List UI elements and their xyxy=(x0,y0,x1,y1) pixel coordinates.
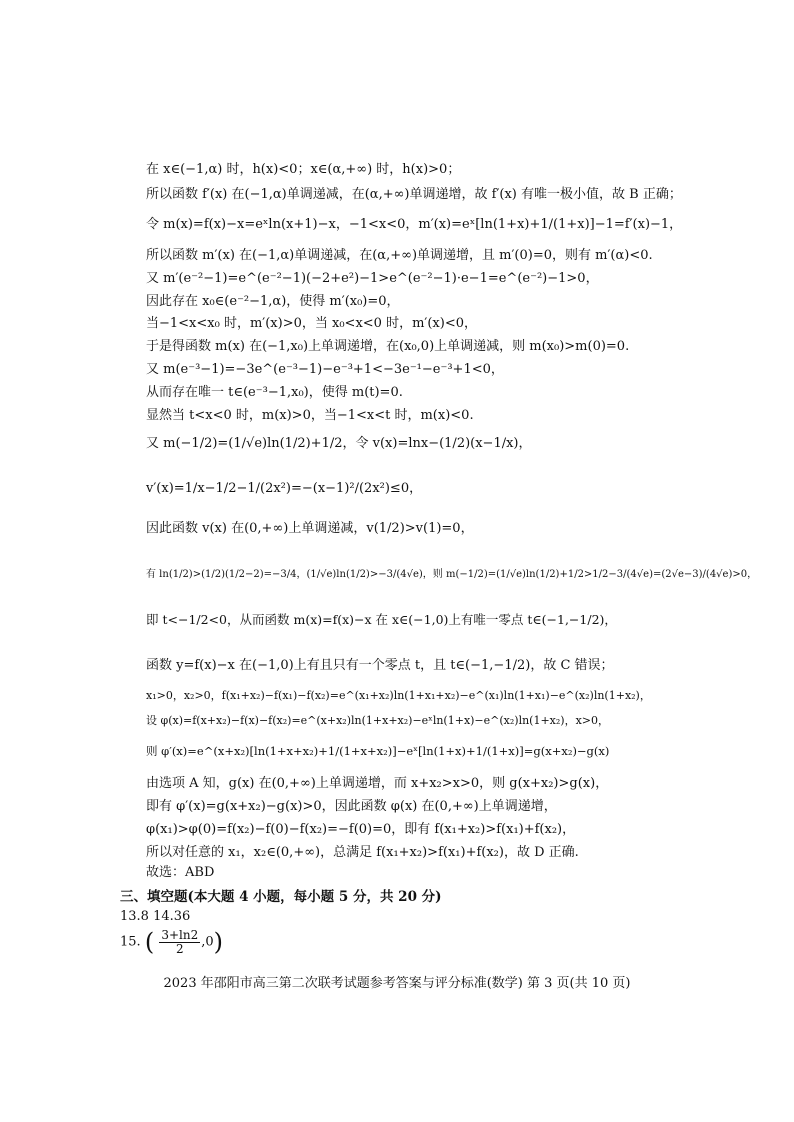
solution-line: 当−1<x<x₀ 时，m′(x)>0，当 x₀<x<0 时，m′(x)<0， xyxy=(146,316,477,331)
solution-line: v′(x)=1/x−1/2−1/(2x²)=−(x−1)²/(2x²)≤0， xyxy=(146,481,423,496)
answer-15: 15. ( $\frac{3+\ln 2}{2}$ ,0) xyxy=(120,927,224,956)
answer-15-tail: ,0 xyxy=(201,934,214,950)
solution-line: 因此函数 v(x) 在(0,+∞)上单调递减，v(1/2)>v(1)=0， xyxy=(146,521,474,536)
solution-line: 又 m(e⁻³−1)=−3e^(e⁻³−1)−e⁻³+1<−3e⁻¹−e⁻³+1<0， xyxy=(146,362,504,377)
solution-line: 则 φ′(x)=e^(x+x₂)[ln(1+x+x₂)+1/(1+x+x₂)]−eˣ[ln(1+x)+1/(1+x)]=g(x+x₂)−g(x) xyxy=(146,744,610,758)
fraction-denominator: 2 xyxy=(175,941,184,956)
solution-line: 即 t<−1/2<0，从而函数 m(x)=f(x)−x 在 x∈(−1,0)上有唯一零点 t∈(−1,−1/2)， xyxy=(146,612,617,627)
solution-line: 故选：ABD xyxy=(146,865,215,880)
answer-15-label: 15. xyxy=(120,934,141,950)
solution-line: 又 m′(e⁻²−1)=e^(e⁻²−1)(−2+e²)−1>e^(e⁻²−1)·e−1=e^(e⁻²)−1>0， xyxy=(146,271,599,286)
solution-line: 函数 y=f(x)−x 在(−1,0)上有且只有一个零点 t，且 t∈(−1,−1/2)，故 C 错误； xyxy=(146,658,614,673)
solution-line: 因此存在 x₀∈(e⁻²−1,α)，使得 m′(x₀)=0， xyxy=(146,294,400,309)
solution-line: 所以对任意的 x₁，x₂∈(0,+∞)，总满足 f(x₁+x₂)>f(x₁)+f(x₂)，故 D 正确. xyxy=(146,845,579,860)
solution-line: 于是得函数 m(x) 在(−1,x₀)上单调递增，在(x₀,0)上单调递减，则 m(x₀)>m(0)=0. xyxy=(146,339,630,354)
solution-line: 在 x∈(−1,α) 时，h(x)<0；x∈(α,+∞) 时，h(x)>0； xyxy=(146,162,461,177)
solution-line: 由选项 A 知，g(x) 在(0,+∞)上单调递增，而 x+x₂>x>0，则 g(x+x₂)>g(x)， xyxy=(146,776,609,791)
solution-line: 从而存在唯一 t∈(e⁻³−1,x₀)，使得 m(t)=0. xyxy=(146,385,403,400)
solution-line: φ(x₁)>φ(0)=f(x₂)−f(0)−f(x₂)=−f(0)=0，即有 f(x₁+x₂)>f(x₁)+f(x₂)， xyxy=(146,822,576,837)
solution-line: 所以函数 m′(x) 在(−1,α)单调递减，在(α,+∞)单调递增，且 m′(0)=0，则有 m′(α)<0. xyxy=(146,248,653,263)
solution-line: 设 φ(x)=f(x+x₂)−f(x)−f(x₂)=e^(x+x₂)ln(1+x+x₂)−eˣln(1+x)−e^(x₂)ln(1+x₂)，x>0， xyxy=(146,714,610,727)
answer-15-fraction xyxy=(159,929,200,955)
solution-line: x₁>0，x₂>0，f(x₁+x₂)−f(x₁)−f(x₂)=e^(x₁+x₂)ln(1+x₁+x₂)−e^(x₁)ln(1+x₁)−e^(x₂)ln(1+x₂)， xyxy=(146,689,651,702)
solution-line: 又 m(−1/2)=(1/√e)ln(1/2)+1/2，令 v(x)=lnx−(1/2)(x−1/x)， xyxy=(146,436,532,451)
solution-line: 所以函数 f′(x) 在(−1,α)单调递减，在(α,+∞)单调递增，故 f′(x) 有唯一极小值，故 B 正确； xyxy=(146,187,682,202)
solution-line: 即有 φ′(x)=g(x+x₂)−g(x)>0，因此函数 φ(x) 在(0,+∞)上单调递增， xyxy=(146,799,557,814)
fraction-numerator: 3+ln2 xyxy=(161,927,199,942)
solution-line: 令 m(x)=f(x)−x=eˣln(x+1)−x，−1<x<0，m′(x)=eˣ[ln(1+x)+1/(1+x)]−1=f′(x)−1， xyxy=(146,217,683,232)
answers-13-14: 13.8 14.36 xyxy=(120,909,191,924)
page-footer: 2023 年邵阳市高三第二次联考试题参考答案与评分标准(数学) 第 3 页(共 10 页) xyxy=(163,976,631,991)
solution-line: 显然当 t<x<0 时，m(x)>0，当−1<x<t 时，m(x)<0. xyxy=(146,408,474,423)
solution-line: 有 ln(1/2)>(1/2)(1/2−2)=−3/4，(1/√e)ln(1/2)>−3/(4√e)，则 m(−1/2)=(1/√e)ln(1/2)+1/2>1/2−3/(4√e)=(2√e−3)/(4√e)>0， xyxy=(146,569,758,580)
section-heading: 三、填空题(本大题 4 小题，每小题 5 分，共 20 分) xyxy=(120,889,442,905)
